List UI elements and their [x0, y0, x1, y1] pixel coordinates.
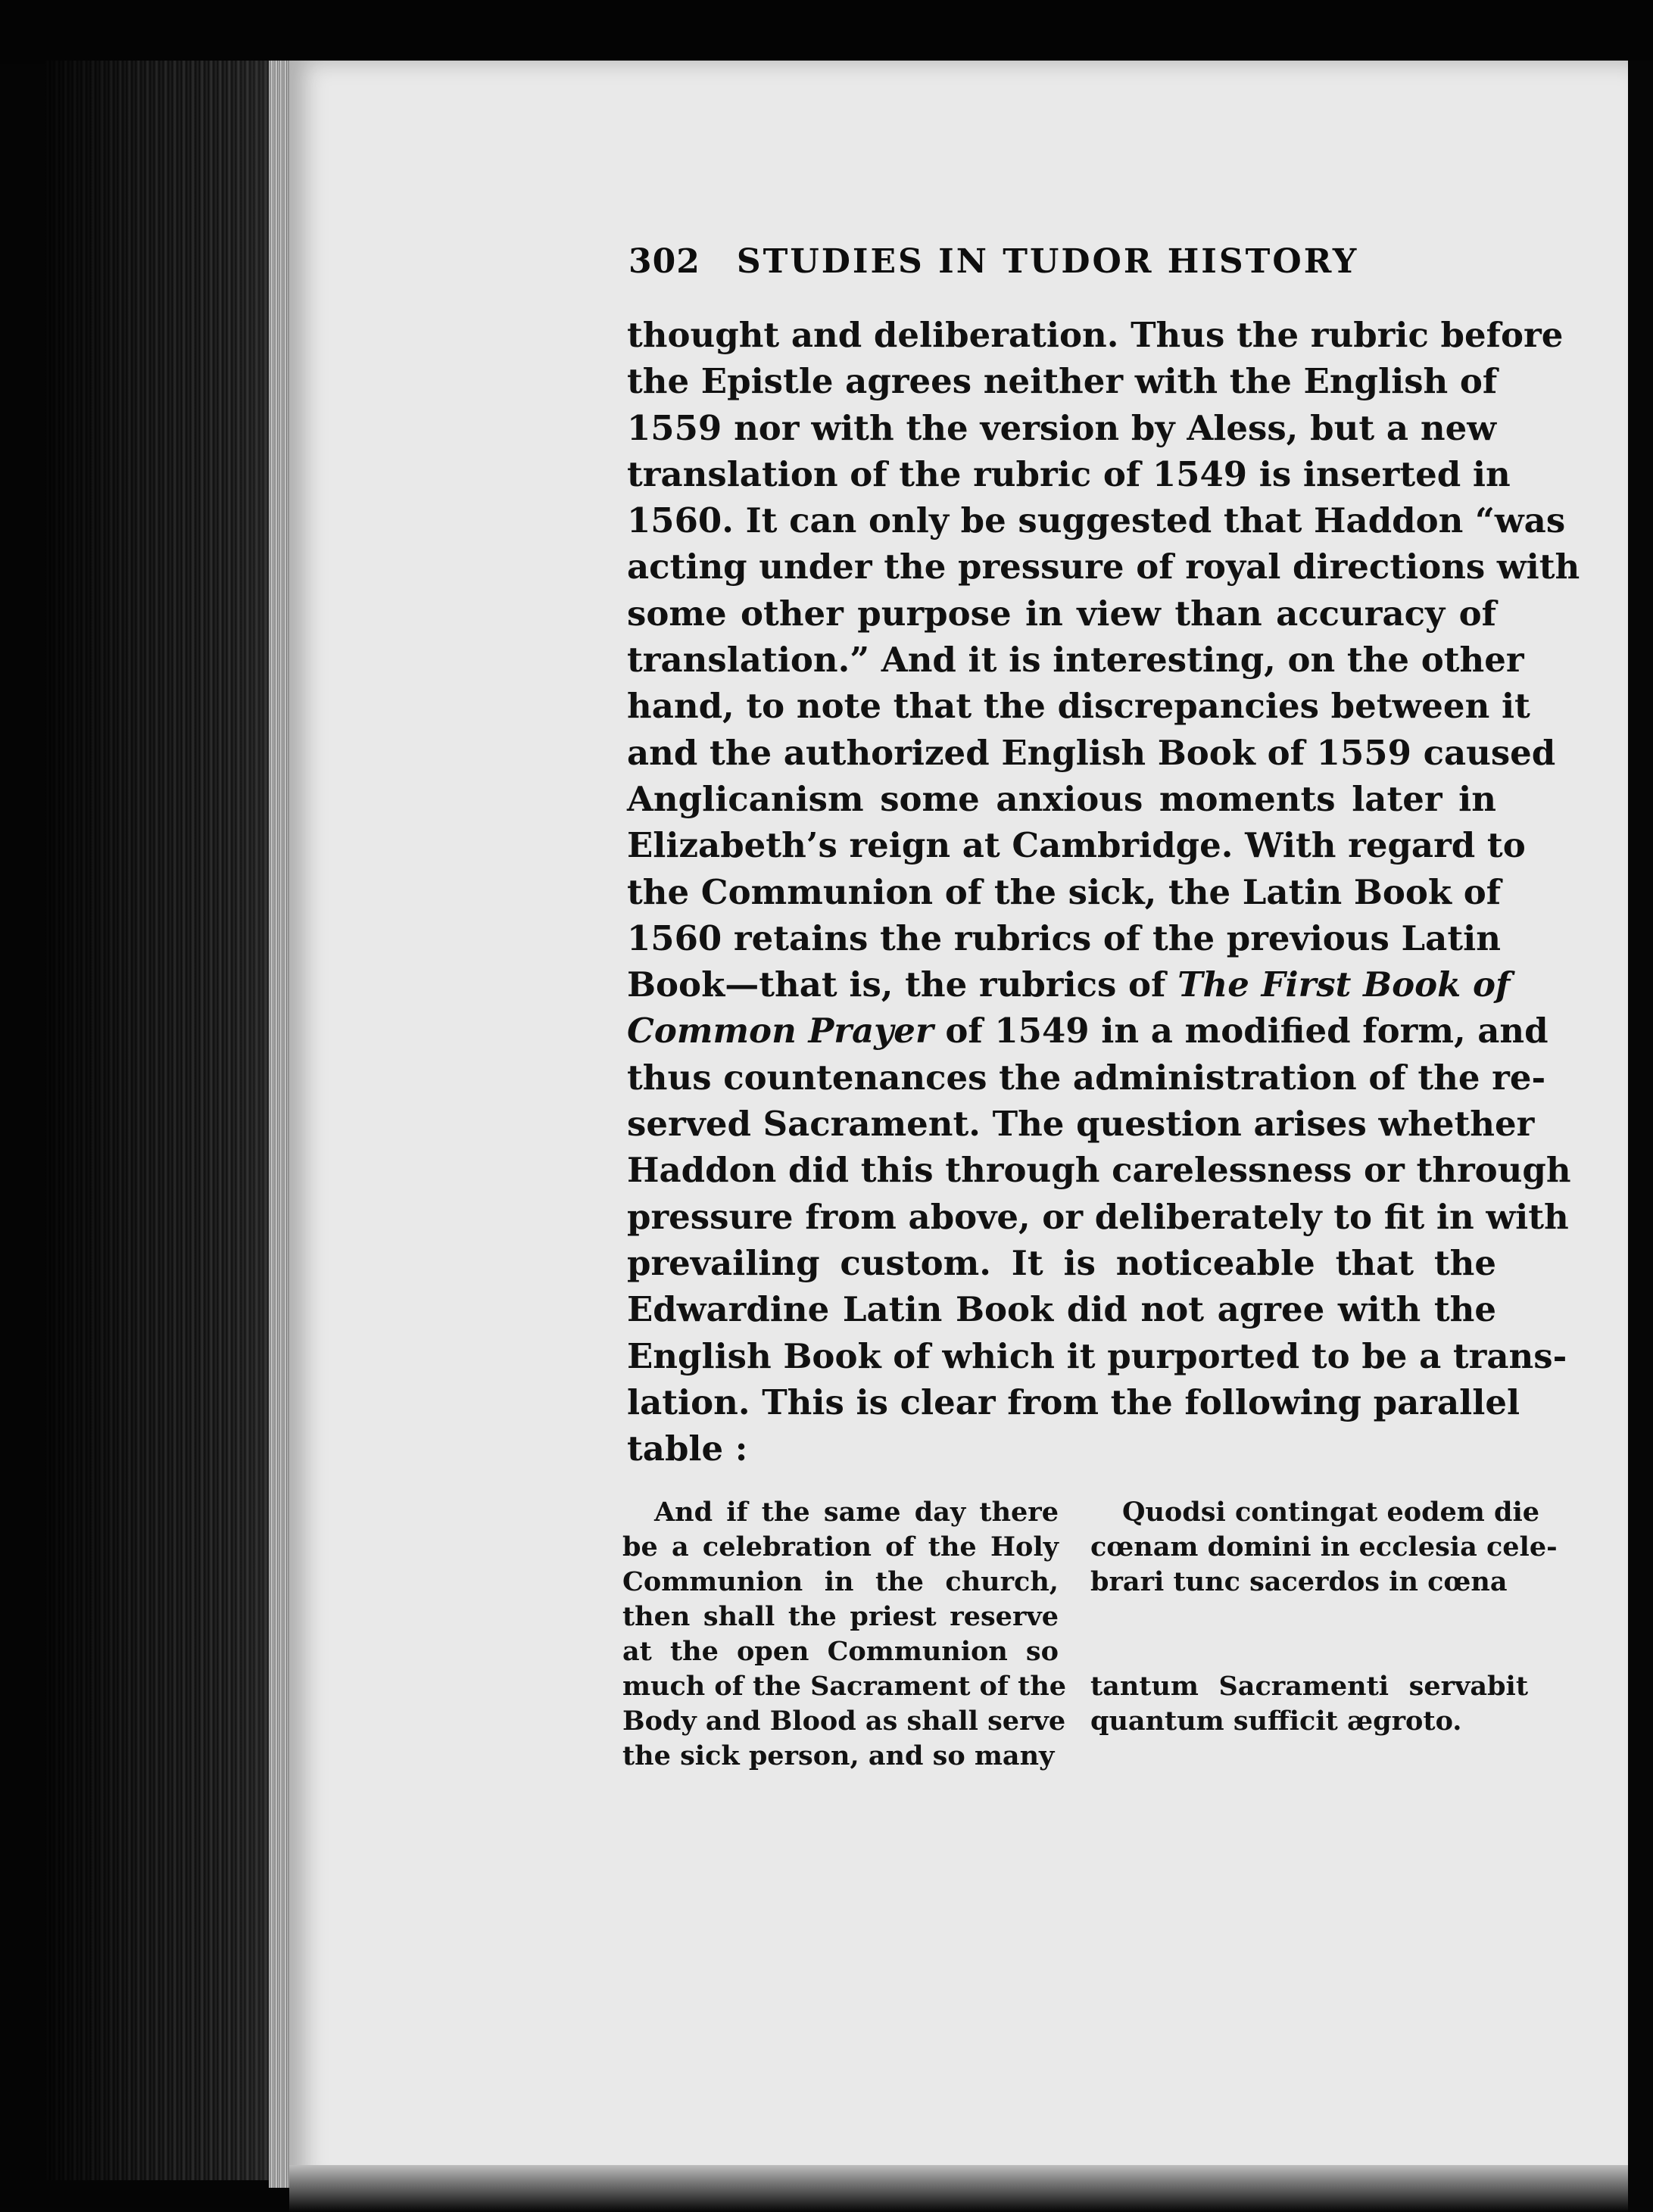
text-segment: of 1549 in a modified form, and: [933, 1011, 1549, 1051]
text-line: the Communion of the sick, the Latin Book of: [627, 871, 1502, 912]
latin-line: cœnam domini in ecclesia cele-: [1090, 1531, 1558, 1562]
latin-line: brari tunc sacerdos in cœna: [1090, 1566, 1508, 1597]
text-line: and the authorized English Book of 1559 caused: [627, 732, 1556, 773]
text-line: acting under the pressure of royal directions with: [627, 547, 1580, 587]
text-line: 1559 nor with the version by Aless, but a new: [627, 407, 1496, 448]
latin-line: quantum sufficit ægroto.: [1090, 1706, 1462, 1737]
english-line: much of the Sacrament of the: [622, 1671, 1067, 1702]
book-title-italic: Common Prayer: [627, 1011, 934, 1051]
english-line: be a celebration of the Holy: [622, 1531, 1059, 1562]
text-line: pressure from above, or deliberately to fit in with: [627, 1196, 1569, 1237]
text-line: English Book of which it purported to be a trans-: [627, 1335, 1567, 1376]
english-line: And if the same day there: [654, 1497, 1059, 1528]
latin-line: tantum Sacramenti servabit: [1090, 1671, 1528, 1702]
running-header: [628, 242, 1416, 281]
text-line-with-italic: [627, 1008, 1549, 1054]
text-line: lation. This is clear from the following parallel: [627, 1382, 1520, 1422]
latin-column: [1090, 1495, 1558, 1737]
text-line: Anglicanism some anxious moments later in: [627, 778, 1496, 819]
english-column: [622, 1495, 1067, 1774]
text-line: thought and deliberation. Thus the rubric before: [627, 315, 1564, 355]
english-line: at the open Communion so: [622, 1636, 1059, 1667]
page-number: 302: [628, 242, 700, 281]
page-edges: [269, 61, 292, 2188]
scan-border-right: [1628, 61, 1653, 2212]
text-line: translation of the rubric of 1549 is inserted in: [627, 453, 1511, 494]
scan-border-top: [0, 0, 1653, 64]
text-segment: Book—that is, the rubrics of: [627, 964, 1178, 1005]
spine-shadow: [45, 61, 288, 2180]
text-line: served Sacrament. The question arises whether: [627, 1104, 1535, 1145]
text-line: prevailing custom. It is noticeable that the: [627, 1242, 1496, 1283]
text-line: 1560 retains the rubrics of the previous Latin: [627, 918, 1501, 958]
text-line: some other purpose in view than accuracy of: [627, 593, 1496, 634]
book-title-italic: The First Book of: [1177, 964, 1511, 1005]
latin-continuation: [1090, 1669, 1528, 1739]
text-line-with-italic: [627, 961, 1511, 1008]
english-line: Body and Blood as shall serve: [622, 1706, 1066, 1737]
text-line: Elizabeth’s reign at Cambridge. With regard to: [627, 825, 1526, 866]
english-line: Communion in the church,: [622, 1566, 1059, 1597]
text-line: 1560. It can only be suggested that Haddon “was: [627, 500, 1566, 541]
text-line: table :: [627, 1428, 748, 1469]
text-line: hand, to note that the discrepancies between it: [627, 686, 1530, 727]
text-line: Haddon did this through carelessness or through: [627, 1150, 1571, 1191]
parallel-table: [622, 1495, 1558, 1798]
body-text: [627, 312, 1580, 1472]
english-line: then shall the priest reserve: [622, 1601, 1059, 1632]
text-line: thus countenances the administration of the re-: [627, 1057, 1546, 1098]
latin-line: Quodsi contingat eodem die: [1122, 1497, 1540, 1528]
scan-border-bottom: [289, 2165, 1630, 2212]
text-line: translation.” And it is interesting, on the other: [627, 640, 1524, 681]
running-title: STUDIES IN TUDOR HISTORY: [736, 242, 1359, 281]
text-line: Edwardine Latin Book did not agree with the: [627, 1289, 1496, 1330]
english-line: the sick person, and so many: [622, 1740, 1055, 1771]
text-line: the Epistle agrees neither with the English of: [627, 361, 1498, 402]
